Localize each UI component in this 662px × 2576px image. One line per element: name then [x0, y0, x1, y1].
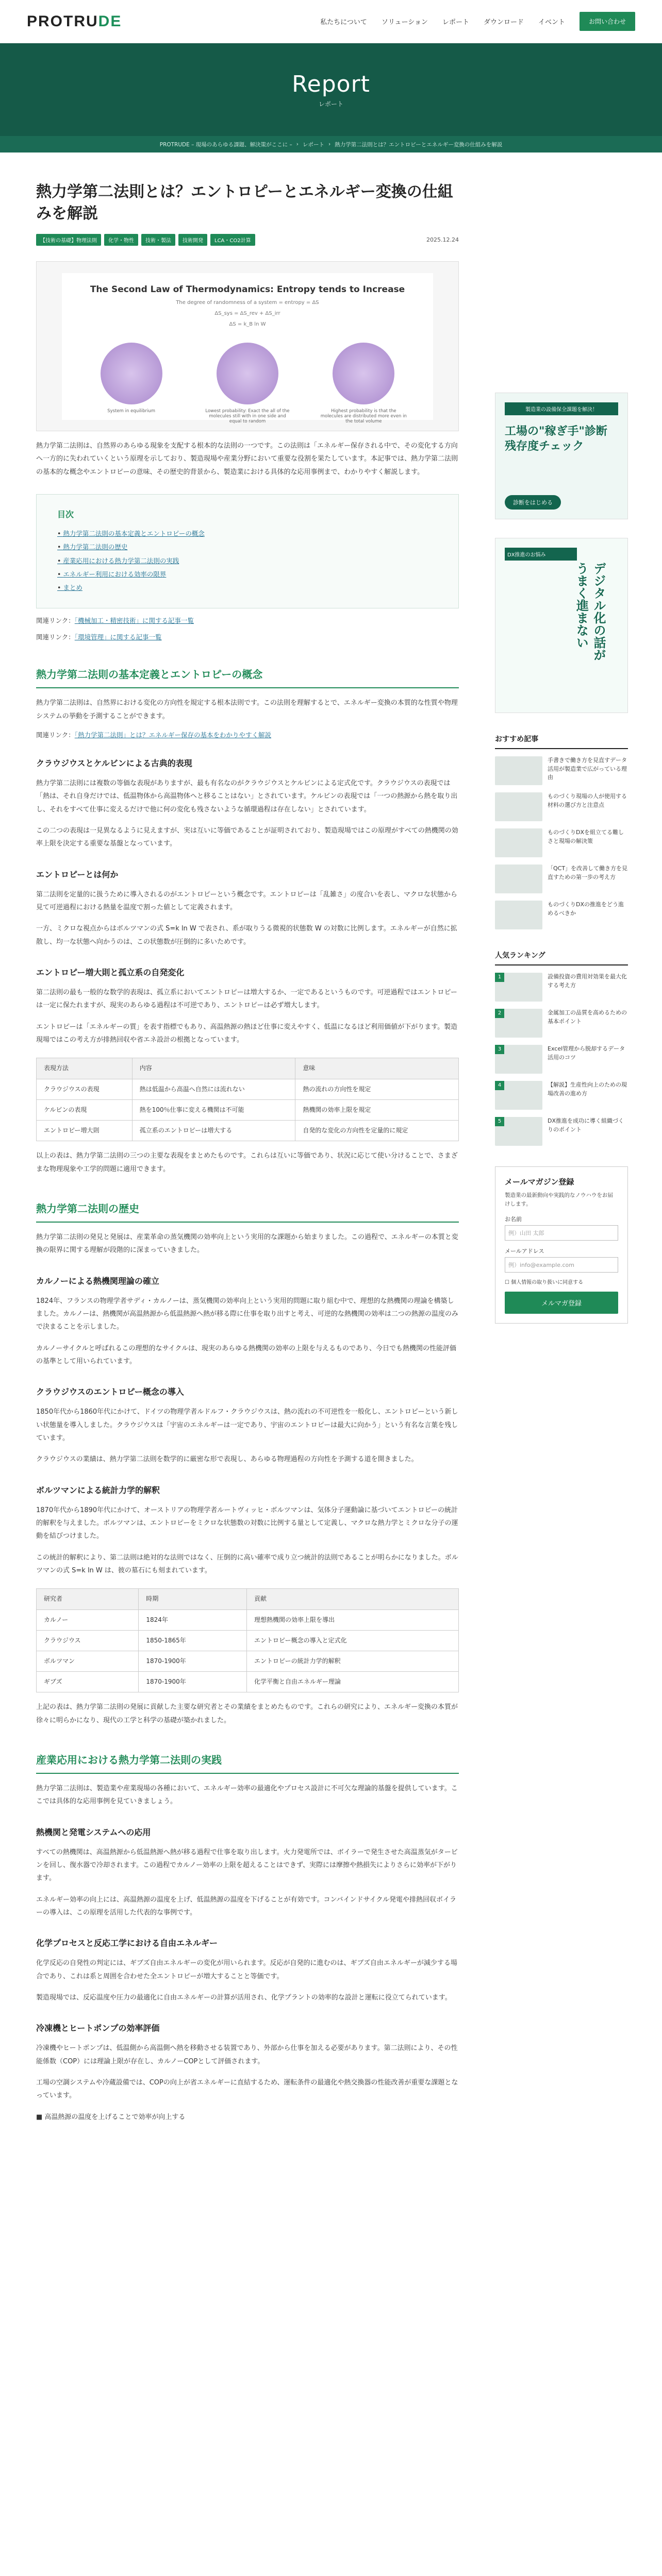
researchers-table: [36, 1588, 459, 1692]
paragraph: 化学反応の自発性の判定には、ギブズ自由エネルギーの変化が用いられます。反応が自発的に進むのは、ギブズ自由エネルギーが減少する場合であり、これは系と周囲を合わせた全エントロピーが増大することと等価です。: [36, 1959, 457, 1980]
ranking-item[interactable]: 5 DX推進を成功に導く組織づくりのポイント: [495, 1117, 628, 1146]
nav-event[interactable]: イベント: [538, 19, 565, 26]
toc-item[interactable]: • 産業応用における熱力学第二法則の実践: [57, 554, 438, 568]
table-header: 時期: [139, 1589, 247, 1609]
table-row: ボルツマン 1870-1900年 エントロピーの統計力学的解釈: [37, 1651, 459, 1671]
bullet-point: ■ 高温熱源の温度を上げることで効率が向上する: [36, 2113, 186, 2121]
table-row: クラウジウスの表現 熱は低温から高温へ自然には流れない 熱の流れの方向性を規定: [37, 1079, 459, 1099]
paragraph: すべての熱機関は、高温熱源から低温熱源へ熱が移る過程で仕事を取り出します。火力発電所では、ボイラーで発生させた高温蒸気がタービンを回し、復水器で冷却されます。この過程でカルノー効率の上限を超えることはできず、実際には摩擦や熱損失によりさらに効率が下がります。: [36, 1848, 458, 1883]
breadcrumb-home[interactable]: PROTRUDE – 現場のあらゆる課題、解決策がここに –: [159, 141, 292, 148]
breadcrumb: PROTRUDE – 現場のあらゆる課題、解決策がここに – › レポート › 熱力学第二法則とは？エントロピーとエネルギー変換の仕組みを解説: [0, 136, 662, 152]
related-link-anchor[interactable]: 「機械加工・精密技術」に関する記事一覧: [74, 617, 194, 625]
section-heading: 熱力学第二法則の歴史: [36, 1200, 459, 1223]
eyecatch-image: [36, 261, 459, 431]
section-heading: 熱力学第二法則の基本定義とエントロピーの概念: [36, 666, 459, 688]
table-row: カルノー 1824年 理想熱機関の効率上限を導出: [37, 1609, 459, 1630]
newsletter-form: [495, 1166, 628, 1324]
newsletter-submit-button[interactable]: メルマガ登録: [505, 1292, 618, 1314]
banner-label: DX推進のお悩み: [505, 548, 577, 561]
subsection-heading: ボルツマンによる統計力学的解釈: [36, 1485, 160, 1495]
paragraph: 1824年、フランスの物理学者サディ・カルノーは、蒸気機関の効率向上という実用的問題に取り組む中で、理想的な熱機関の理論を構築しました。カルノーは、熱機関が高温熱源から低温熱源へ熱が移る際に仕事を取り出すと考え、可逆的な熱機関の効率は二つの熱源の温度のみで決まることを示しました。: [36, 1297, 458, 1331]
molecule-diagram: [101, 343, 162, 404]
ranking-item[interactable]: 1 設備投資の費用対効果を最大化する考え方: [495, 973, 628, 1002]
paragraph: エネルギー効率の向上には、高温熱源の温度を上げ、低温熱源の温度を下げることが有効です。コンバインドサイクル発電や排熱回収ボイラーの導入は、この原理を活用した代表的な事例です。: [36, 1895, 456, 1917]
banner-label: 製造業の設備保全課題を解決！: [505, 402, 618, 415]
related-link-anchor[interactable]: 「熱力学第二法則」とは？エネルギー保存の基本をわかりやすく解説: [74, 731, 272, 739]
tag[interactable]: 化学・物性: [104, 234, 138, 246]
banner-title: 工場の"稼ぎ手"診断 残存度チェック: [505, 425, 607, 453]
subsection-heading: 化学プロセスと反応工学における自由エネルギー: [36, 1938, 218, 1948]
toc-item[interactable]: • 熱力学第二法則の歴史: [57, 540, 438, 554]
eyecatch-formula: The degree of randomness of a system = entropy = ΔS: [176, 299, 319, 306]
ranking-item[interactable]: 2 金属加工の品質を高めるための基本ポイント: [495, 1009, 628, 1038]
paragraph: この統計的解釈により、第二法則は絶対的な法則ではなく、圧倒的に高い確率で成り立つ統計的法則であることが明らかになりました。ボルツマンの式 S=k ln W は、彼の墓石にも刻まれています。: [36, 1553, 458, 1575]
site-header: [0, 0, 662, 43]
article-thumbnail: [495, 756, 542, 785]
paragraph: 製造現場では、反応温度や圧力の最適化に自由エネルギーの計算が活用され、化学プラントの効率的な設計と運転に役立てられています。: [36, 1994, 452, 2002]
table-header: 意味: [295, 1058, 459, 1079]
publish-date: 2025.12.24: [426, 236, 459, 243]
paragraph: 第二法則の最も一般的な数学的表現は、孤立系においてエントロピーは増大するか、一定であるというものです。可逆過程ではエントロピーは一定に保たれますが、現実のあらゆる過程は不可逆であり、エントロピーは必ず増大します。: [36, 989, 457, 1010]
banner-title: デジタル化の話が うまく進まない: [574, 562, 606, 661]
name-label: お名前: [505, 1215, 522, 1223]
sidebar: [495, 181, 628, 2124]
toc-item[interactable]: • エネルギー利用における効率の限界: [57, 568, 438, 581]
paragraph: 冷凍機やヒートポンプは、低温側から高温側へ熱を移動させる装置であり、外部から仕事を加える必要があります。第二法則により、その性能係数（COP）には理論上限が存在し、カルノーCOPとして評価されます。: [36, 2044, 458, 2065]
intro-text: 熱力学第二法則は、自然界のあらゆる現象を支配する根本的な法則の一つです。この法則は「エネルギー保存される中で、その変化する方向へ一方的に失われていくという原理を示しており、製造現場や産業分野において重要な役割を果たしています。本記事では、熱力学第二法則の基本的な概念やエントロピーの意味、その歴史的背景から、製造業における具体的な応用事例まで、わかりやすく解説します。: [36, 442, 458, 476]
paragraph: 上記の表は、熱力学第二法則の発展に貢献した主要な研究者とその業績をまとめたものです。これらの研究により、エネルギー変換の本質が徐々に明らかになり、現代の工学と科学の基礎が築かれました。: [36, 1703, 458, 1724]
eyecatch-title: The Second Law of Thermodynamics: Entropy tends to Increase: [90, 284, 405, 295]
table-row: ケルビンの表現 熱を100％仕事に変える機関は不可能 熱機関の効率上限を規定: [37, 1099, 459, 1120]
subsection-heading: クラウジウスとケルビンによる古典的表現: [36, 758, 192, 768]
related-link: 関連リンク：「環境管理」に関する記事一覧: [36, 633, 162, 641]
diagnosis-banner[interactable]: [495, 393, 628, 519]
related-link-anchor[interactable]: 「環境管理」に関する記事一覧: [74, 633, 162, 641]
subsection-heading: カルノーによる熱機関理論の確立: [36, 1276, 159, 1286]
paragraph: 熱力学第二法則の発見と発展は、産業革命の蒸気機関の効率向上という実用的な課題から始まりました。この過程で、エネルギーの本質と変換の限界に関する理解が段階的に深まっていきました。: [36, 1233, 458, 1255]
section-heading: 産業応用における熱力学第二法則の実践: [36, 1752, 459, 1774]
privacy-checkbox[interactable]: ☐ 個人情報の取り扱いに同意する: [505, 1279, 584, 1285]
eyecatch-formula: ΔS_sys = ΔS_rev + ΔS_irr: [214, 310, 280, 316]
recommended-article[interactable]: ものづくりDXを組立てる難しさと現場の解決策: [495, 828, 628, 857]
contact-button[interactable]: お問い合わせ: [580, 12, 635, 31]
table-of-contents: [36, 494, 459, 608]
name-field[interactable]: 例）山田 太郎: [505, 1225, 618, 1241]
tag[interactable]: 【技術の基礎】物理法則: [36, 234, 101, 246]
tag[interactable]: LCA・CO2計算: [210, 234, 255, 246]
paragraph: 以上の表は、熱力学第二法則の三つの主要な表現をまとめたものです。これらは互いに等価であり、状況に応じて使い分けることで、さまざまな物理現象や工学的問題に適用できます。: [36, 1152, 458, 1173]
article-title: 熱力学第二法則とは？エントロピーとエネルギー変換の仕組みを解説: [36, 183, 453, 223]
nav-report[interactable]: レポート: [442, 19, 469, 26]
paragraph: 熱力学第二法則には複数の等価な表現がありますが、最も有名なのがクラウジウスとケルビンによる定式化です。クラウジウスの表現では「熱は、それ自身だけでは、低温物体から高温物体へと移ることはない」とされています。ケルビンの表現では「一つの熱源から熱を取り出し、それをすべて仕事に変えるだけで他に何の変化も残さないような循環過程は存在しない」とされています。: [36, 779, 458, 814]
paragraph: 熱力学第二法則は、自然界における変化の方向性を規定する根本法則です。この法則を理解するとで、エネルギー変換の本質的な性質や物理システムの挙動を予測することができます。: [36, 699, 458, 720]
subsection-heading: エントロピー増大則と孤立系の自発変化: [36, 968, 185, 978]
diagram-caption: System in equilibrium: [107, 408, 156, 414]
subsection-heading: エントロピーとは何か: [36, 869, 119, 879]
recommended-article[interactable]: 「QCT」を改善して働き方を見直すための第一歩の考え方: [495, 865, 628, 893]
site-logo[interactable]: PROTRUDE: [27, 12, 122, 30]
paragraph: 熱力学第二法則は、製造業や産業現場の各種において、エネルギー効率の最適化やプロセス設計に不可欠な理論的基盤を提供しています。ここでは具体的な応用事例を見ていきましょう。: [36, 1785, 458, 1806]
subsection-heading: クラウジウスのエントロピー概念の導入: [36, 1387, 184, 1397]
nav-download[interactable]: ダウンロード: [483, 19, 524, 26]
hero-title: Report: [292, 71, 370, 97]
paragraph: エントロピーは「エネルギーの質」を表す指標でもあり、高温熱源の熱ほど仕事に変えやすく、低温になるほど利用価値が下がります。製造現場ではこの考え方が排熱回収や省エネ設計の根拠となっています。: [36, 1023, 458, 1044]
article-thumbnail: [495, 828, 542, 857]
toc-title: 目次: [57, 510, 74, 520]
newsletter-description: 製造業の最新動向や実践的なノウハウをお届けします。: [505, 1192, 613, 1207]
recommended-article[interactable]: 手書きで働き方を見直すデータ活用が製造業で広がっている理由: [495, 756, 628, 785]
table-header: 研究者: [37, 1589, 139, 1609]
page-hero: [0, 43, 662, 136]
molecule-diagram: [217, 343, 278, 404]
paragraph: この二つの表現は一見異なるように見えますが、実は互いに等価であることが証明されており、製造現場ではこの原理がすべての熱機関の効率上限を決定する重要な基盤となっています。: [36, 827, 458, 848]
diagram-caption: Highest probability is that the molecules are distributed more even in the total volume: [320, 408, 407, 424]
article-thumbnail: [495, 901, 542, 929]
paragraph: クラウジウスの業績は、熱力学第二法則を数学的に厳密な形で表現し、あらゆる物理過程の方向性を予測する道を開きました。: [36, 1455, 418, 1464]
related-link: 関連リンク：「機械加工・精密技術」に関する記事一覧: [36, 617, 194, 625]
banner-button[interactable]: 診断をはじめる: [505, 495, 561, 510]
table-row: ギブズ 1870-1900年 化学平衡と自由エネルギー理論: [37, 1672, 459, 1692]
nav-about[interactable]: 私たちについて: [320, 19, 367, 26]
ranking-item[interactable]: 4 【解説】生産性向上のための現場改善の進め方: [495, 1081, 628, 1110]
subsection-heading: 熱機関と発電システムへの応用: [36, 1827, 151, 1837]
article-thumbnail: [495, 865, 542, 893]
diagram-caption: Lowest probability: Exact the all of the molecules still with in one side and equal to random: [205, 408, 290, 424]
paragraph: 第二法則を定量的に扱うために導入されるのがエントロピーという概念です。エントロピーは「乱雑さ」の度合いを表し、マクロな状態から見て可逆過程における熱量を温度で割った値として定義されます。: [36, 890, 457, 912]
ranking-heading: 人気ランキング: [495, 950, 628, 965]
recommended-heading: おすすめ記事: [495, 734, 628, 749]
nav-solution[interactable]: ソリューション: [381, 19, 428, 26]
eyecatch-formula: ΔS = k_B ln W: [229, 321, 266, 327]
table-header: 貢献: [247, 1589, 459, 1609]
newsletter-title: メールマガジン登録: [505, 1177, 574, 1187]
breadcrumb-report[interactable]: レポート: [302, 141, 324, 148]
hero-subtitle: レポート: [318, 100, 343, 108]
toc-item[interactable]: • 熱力学第二法則の基本定義とエントロピーの概念: [57, 527, 438, 540]
table-row: クラウジウス 1850-1865年 エントロピー概念の導入と定式化: [37, 1630, 459, 1651]
table-row: エントロピー増大則 孤立系のエントロピーは増大する 自発的な変化の方向性を定量的に規定: [37, 1121, 459, 1141]
recommended-article[interactable]: ものづくりDXの推進をどう進めるべきか: [495, 901, 628, 929]
tag[interactable]: 技術開発: [178, 234, 207, 246]
tag-row: [36, 234, 459, 246]
toc-item[interactable]: • まとめ: [57, 581, 438, 595]
breadcrumb-current: 熱力学第二法則とは？エントロピーとエネルギー変換の仕組みを解説: [335, 141, 503, 148]
email-label: メールアドレス: [505, 1247, 544, 1255]
table-header: 内容: [132, 1058, 295, 1079]
related-link: 関連リンク：「熱力学第二法則」とは？エネルギー保存の基本をわかりやすく解説: [36, 731, 272, 739]
recommended-article[interactable]: ものづくり現場の人が使用する材料の選び方と注意点: [495, 792, 628, 821]
expressions-table: [36, 1058, 459, 1141]
ranking-item[interactable]: 3 Excel管理から脱却するデータ活用のコツ: [495, 1045, 628, 1074]
table-header: 表現方法: [37, 1058, 133, 1079]
global-nav: [320, 12, 635, 31]
paragraph: カルノーサイクルと呼ばれるこの理想的なサイクルは、現実のあらゆる熱機関の効率の上限を与えるものであり、今日でも熱機関の性能評価の基準として用いられています。: [36, 1344, 456, 1365]
paragraph: 1850年代から1860年代にかけて、ドイツの物理学者ルドルフ・クラウジウスは、熱の流れの不可逆性を一般化し、エントロピーという新しい状態量を導入しました。クラウジウスは「宇宙のエネルギーは一定であり、宇宙のエントロピーは最大に向かう」という有名な言葉を残しています。: [36, 1408, 458, 1442]
paragraph: 1870年代から1890年代にかけて、オーストリアの物理学者ルートヴィッヒ・ボルツマンは、気体分子運動論に基づいてエントロピーの統計的解釈を与えました。ボルツマンは、エントロピーをミクロな状態数の対数に比例する量として定義し、マクロな熱力学とミクロな分子の運動を結びつけました。: [36, 1506, 458, 1540]
dx-banner[interactable]: [495, 538, 628, 713]
article-main: [36, 181, 459, 2124]
paragraph: 工場の空調システムや冷蔵設備では、COPの向上が省エネルギーに直結するため、運転条件の最適化や熱交換器の性能改善が重要な課題となっています。: [36, 2079, 458, 2100]
subsection-heading: 冷凍機とヒートポンプの効率評価: [36, 2023, 160, 2033]
email-field[interactable]: 例）info@example.com: [505, 1257, 618, 1273]
article-thumbnail: [495, 792, 542, 821]
tag[interactable]: 技術・製法: [141, 234, 175, 246]
molecule-diagram: [333, 343, 394, 404]
paragraph: 一方、ミクロな視点からはボルツマンの式 S=k ln W で表され、系が取りうる微視的状態数 W の対数に比例します。エネルギーが自然に拡散し、均一な状態へ向かうのは、この状態数が圧倒的に多いためです。: [36, 925, 457, 946]
